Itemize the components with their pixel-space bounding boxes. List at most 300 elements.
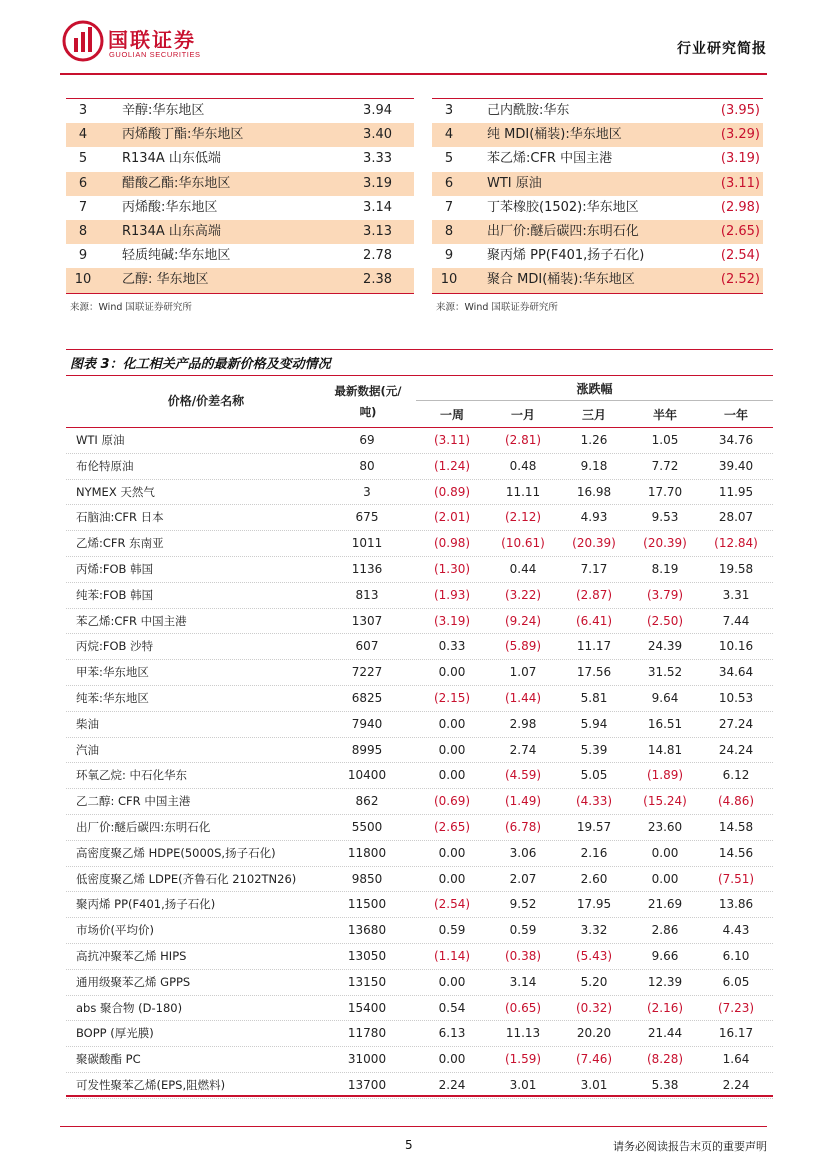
change-value: (0.89): [433, 484, 471, 499]
change-value: (1.14): [433, 949, 471, 963]
rank-product-name: 丙烯酸丁酯:华东地区: [122, 127, 244, 143]
header-period: 一年: [723, 408, 748, 422]
logo-mark-icon: [62, 20, 104, 62]
change-value: 17.70: [647, 484, 683, 499]
change-value: 0.00: [438, 768, 466, 783]
change-value: 31.52: [647, 665, 683, 680]
product-name: 通用级聚苯乙烯 GPPS: [76, 974, 191, 989]
table-row: [66, 944, 773, 970]
rank-product-name: 聚合 MDI(桶装):华东地区: [487, 272, 635, 288]
change-value: (3.79): [646, 587, 684, 602]
product-name: abs 聚合物 (D-180): [76, 1000, 183, 1015]
change-value: 7.72: [651, 458, 679, 473]
table-row: [66, 660, 773, 686]
product-name: 丙烯:FOB 韩国: [76, 562, 154, 576]
change-value: 5.39: [580, 742, 608, 757]
rank-row: [66, 99, 414, 123]
change-value: 9.53: [651, 510, 679, 525]
figure-title: 图表 3：化工相关产品的最新价格及变动情况: [70, 357, 331, 372]
rank-change-value: (3.29): [720, 127, 760, 143]
change-value: 0.54: [438, 1000, 466, 1015]
source-note-right: 来源：Wind 国联证券研究所: [436, 302, 558, 313]
change-value: (0.69): [433, 794, 471, 809]
change-value: (10.61): [501, 536, 545, 551]
table-row: [66, 634, 773, 660]
top-gainers-table: [66, 98, 414, 294]
rank-change-value: 3.40: [363, 127, 392, 143]
rank-number: 3: [78, 103, 88, 118]
change-value: 34.76: [718, 433, 754, 447]
change-value: 6.12: [722, 768, 750, 783]
latest-price: 1011: [351, 536, 383, 551]
latest-price: 11780: [347, 1026, 387, 1041]
latest-price: 9850: [351, 871, 383, 886]
rank-number: 6: [444, 175, 454, 191]
rank-change-value: (2.65): [720, 223, 760, 239]
change-value: 19.57: [576, 820, 612, 834]
change-value: 0.00: [438, 716, 466, 731]
table-row: [66, 454, 773, 480]
change-value: 28.07: [718, 510, 754, 525]
change-value: (2.16): [646, 1000, 684, 1015]
change-value: 39.40: [718, 458, 754, 473]
change-value: 6.13: [438, 1026, 466, 1041]
latest-price: 10400: [347, 768, 387, 783]
latest-price: 1136: [351, 562, 383, 576]
change-value: 0.00: [438, 871, 466, 886]
rank-change-value: 3.13: [363, 223, 392, 239]
change-value: 0.00: [438, 974, 466, 989]
change-value: 2.86: [651, 923, 679, 938]
change-value: (5.43): [575, 949, 613, 963]
table-row: [66, 1021, 773, 1047]
latest-price: 8995: [351, 742, 383, 757]
rank-row: [66, 268, 414, 292]
change-value: 16.51: [647, 716, 683, 731]
rank-product-name: 丙烯酸:华东地区: [122, 199, 218, 215]
table-row: [66, 815, 773, 841]
rank-row: [432, 99, 763, 123]
product-name: 石脑油:CFR 日本: [76, 510, 164, 525]
table-row: [66, 480, 773, 506]
table-row: [66, 686, 773, 712]
header-period: 一周: [439, 408, 464, 422]
source-note-left: 来源：Wind 国联证券研究所: [70, 302, 192, 313]
rank-product-name: 出厂价:醚后碳四:东明石化: [487, 223, 639, 239]
latest-price: 5500: [351, 820, 383, 834]
product-name: NYMEX 天然气: [76, 484, 155, 499]
table-row: [66, 970, 773, 996]
table-row: [66, 738, 773, 764]
change-value: (4.86): [717, 794, 755, 809]
latest-price: 13150: [347, 974, 387, 989]
change-value: (5.89): [504, 639, 542, 654]
rank-number: 5: [78, 151, 88, 167]
change-value: 27.24: [718, 716, 754, 731]
latest-price: 6825: [351, 691, 383, 705]
product-name: 聚碳酸酯 PC: [76, 1052, 141, 1067]
product-name: 纯苯:华东地区: [76, 691, 149, 705]
change-value: 17.56: [576, 665, 612, 680]
latest-price: 13050: [347, 949, 387, 963]
rank-row: [432, 147, 763, 171]
change-value: 11.17: [576, 639, 612, 654]
change-value: 24.24: [718, 742, 754, 757]
rank-change-value: 2.38: [363, 272, 392, 288]
change-value: (0.98): [433, 536, 471, 551]
change-value: (3.19): [433, 613, 471, 628]
change-value: 0.00: [651, 871, 679, 886]
latest-price: 813: [355, 587, 379, 602]
change-value: 1.26: [580, 433, 608, 447]
header-period: 半年: [652, 408, 677, 422]
change-value: (8.28): [646, 1052, 684, 1067]
rank-number: 3: [444, 103, 454, 118]
change-value: (7.51): [717, 871, 755, 886]
rank-row: [432, 123, 763, 147]
product-name: 苯乙烯:CFR 中国主港: [76, 613, 187, 628]
change-value: (1.59): [504, 1052, 542, 1067]
change-value: 9.18: [580, 458, 608, 473]
table-row: [66, 428, 773, 454]
change-value: (4.59): [504, 768, 542, 783]
change-value: 16.98: [576, 484, 612, 499]
change-value: 5.38: [651, 1078, 679, 1092]
table-row: [66, 918, 773, 944]
table-header: [66, 376, 773, 427]
rank-row: [66, 147, 414, 171]
rank-change-value: (3.11): [720, 175, 760, 191]
change-value: 21.69: [647, 897, 683, 912]
change-value: 2.98: [509, 716, 537, 731]
rank-row: [66, 172, 414, 196]
product-name: 甲苯:华东地区: [76, 665, 149, 680]
logo-chinese-name: 国联证券: [108, 28, 196, 52]
product-name: 聚丙烯 PP(F401,扬子石化): [76, 897, 216, 912]
top-losers-table: [432, 98, 763, 294]
change-value: 24.39: [647, 639, 683, 654]
rank-row: [432, 268, 763, 292]
change-value: (0.32): [575, 1000, 613, 1015]
rank-row: [66, 220, 414, 244]
latest-price: 15400: [347, 1000, 387, 1015]
change-value: (9.24): [504, 613, 542, 628]
rank-change-value: 3.94: [363, 103, 392, 118]
rank-number: 10: [440, 272, 458, 288]
rank-row: [432, 172, 763, 196]
product-name: 乙烯:CFR 东南亚: [76, 536, 164, 551]
change-value: (6.78): [504, 820, 542, 834]
change-value: 0.00: [651, 845, 679, 860]
table-row: [66, 996, 773, 1022]
change-value: (1.49): [504, 794, 542, 809]
table-row: [66, 841, 773, 867]
rank-product-name: 聚丙烯 PP(F401,扬子石化): [487, 248, 645, 264]
rank-number: 4: [78, 127, 88, 143]
change-value: (12.84): [714, 536, 758, 551]
change-value: 2.16: [580, 845, 608, 860]
rank-change-value: 3.33: [363, 151, 392, 167]
change-value: 2.24: [722, 1078, 750, 1092]
change-value: 5.05: [580, 768, 608, 783]
change-value: (4.33): [575, 794, 613, 809]
latest-price: 1307: [351, 613, 383, 628]
change-value: 0.44: [509, 562, 537, 576]
rank-number: 6: [78, 175, 88, 191]
table-row: [66, 789, 773, 815]
change-value: 12.39: [647, 974, 683, 989]
logo-english-name: GUOLIAN SECURITIES: [109, 50, 201, 59]
change-value: 3.06: [509, 845, 537, 860]
product-name: 柴油: [76, 716, 99, 731]
rank-number: 10: [74, 272, 92, 288]
change-value: (2.87): [575, 587, 613, 602]
header-latest-line2: 吨): [359, 405, 377, 419]
latest-price: 69: [359, 433, 375, 447]
change-value: 3.01: [580, 1078, 608, 1092]
rank-number: 5: [444, 151, 454, 167]
rank-change-value: 3.14: [363, 199, 392, 215]
change-value: (1.93): [433, 587, 471, 602]
latest-price: 11800: [347, 845, 387, 860]
change-value: 1.05: [651, 433, 679, 447]
rank-product-name: R134A 山东低端: [122, 151, 221, 167]
header-divider: [60, 73, 767, 75]
header-subline: [416, 400, 773, 401]
change-value: 21.44: [647, 1026, 683, 1041]
rank-product-name: 丁苯橡胶(1502):华东地区: [487, 199, 639, 215]
change-value: 0.33: [438, 639, 466, 654]
product-name: 丙烷:FOB 沙特: [76, 639, 154, 654]
change-value: 5.81: [580, 691, 608, 705]
rank-product-name: R134A 山东高端: [122, 223, 221, 239]
product-name: 纯苯:FOB 韩国: [76, 587, 154, 602]
header-change: 涨跌幅: [576, 382, 613, 396]
change-value: (2.50): [646, 613, 684, 628]
change-value: (2.54): [433, 897, 471, 912]
header-latest: [328, 381, 408, 423]
change-value: 20.20: [576, 1026, 612, 1041]
change-value: 6.10: [722, 949, 750, 963]
header-period: 一月: [510, 408, 535, 422]
change-value: 0.48: [509, 458, 537, 473]
change-value: 0.59: [438, 923, 466, 938]
table-row: [66, 557, 773, 583]
rank-row: [66, 244, 414, 268]
change-value: 9.64: [651, 691, 679, 705]
change-value: (2.01): [433, 510, 471, 525]
rank-number: 7: [78, 199, 88, 215]
latest-price: 862: [355, 794, 379, 809]
change-value: 5.20: [580, 974, 608, 989]
rank-number: 7: [444, 199, 454, 215]
latest-price: 31000: [347, 1052, 387, 1067]
change-value: 13.86: [718, 897, 754, 912]
rank-change-value: (2.52): [720, 272, 760, 288]
latest-price: 80: [359, 458, 375, 473]
change-value: 16.17: [718, 1026, 754, 1041]
latest-price: 3: [363, 484, 371, 499]
rank-row: [432, 196, 763, 220]
product-name: BOPP (厚光膜): [76, 1026, 154, 1041]
figure-divider-top: [66, 349, 773, 350]
change-value: 0.00: [438, 845, 466, 860]
product-name: 汽油: [76, 742, 99, 757]
change-value: 4.93: [580, 510, 608, 525]
change-value: 7.17: [580, 562, 608, 576]
change-value: 14.58: [718, 820, 754, 834]
change-value: (1.30): [433, 562, 471, 576]
change-value: 14.56: [718, 845, 754, 860]
change-value: (0.38): [504, 949, 542, 963]
change-value: (20.39): [572, 536, 616, 551]
rank-product-name: 乙醇: 华东地区: [122, 272, 209, 288]
change-value: 0.00: [438, 1052, 466, 1067]
product-name: 出厂价:醚后碳四:东明石化: [76, 820, 211, 834]
change-value: (0.65): [504, 1000, 542, 1015]
change-value: (2.65): [433, 820, 471, 834]
latest-price: 675: [355, 510, 379, 525]
change-value: 11.95: [718, 484, 754, 499]
change-value: 19.58: [718, 562, 754, 576]
change-value: (20.39): [643, 536, 687, 551]
rank-row: [432, 220, 763, 244]
rank-product-name: 醋酸乙酯:华东地区: [122, 175, 231, 191]
latest-price: 7227: [351, 665, 383, 680]
latest-price: 7940: [351, 716, 383, 731]
table-bottom-rule: [66, 1095, 773, 1097]
product-name: 乙二醇: CFR 中国主港: [76, 794, 191, 809]
change-value: 9.52: [509, 897, 537, 912]
change-value: 0.59: [509, 923, 537, 938]
change-value: (3.11): [433, 433, 471, 447]
table-row: [66, 712, 773, 738]
change-value: (2.81): [504, 433, 542, 447]
change-value: 10.53: [718, 691, 754, 705]
rank-change-value: 2.78: [363, 248, 392, 264]
header-name: 价格/价差名称: [167, 394, 245, 408]
company-logo: [62, 20, 252, 66]
rank-number: 8: [444, 223, 454, 239]
latest-price: 13700: [347, 1078, 387, 1092]
change-value: (7.23): [717, 1000, 755, 1015]
change-value: 3.31: [722, 587, 750, 602]
change-value: 2.07: [509, 871, 537, 886]
change-value: (1.24): [433, 458, 471, 473]
page-header: [60, 18, 767, 68]
rank-product-name: 纯 MDI(桶装):华东地区: [487, 127, 622, 143]
change-value: (2.12): [504, 510, 542, 525]
change-value: 3.01: [509, 1078, 537, 1092]
page-number: 5: [405, 1138, 413, 1152]
rank-change-value: (3.95): [720, 103, 760, 118]
product-name: WTI 原油: [76, 433, 125, 447]
change-value: 1.64: [722, 1052, 750, 1067]
rank-row: [432, 244, 763, 268]
change-value: 9.66: [651, 949, 679, 963]
rank-product-name: 苯乙烯:CFR 中国主港: [487, 151, 613, 167]
change-value: (6.41): [575, 613, 613, 628]
latest-price: 11500: [347, 897, 387, 912]
product-name: 市场价(平均价): [76, 923, 154, 938]
change-value: 2.24: [438, 1078, 466, 1092]
change-value: 23.60: [647, 820, 683, 834]
rank-product-name: 轻质纯碱:华东地区: [122, 248, 231, 264]
change-value: 3.14: [509, 974, 537, 989]
change-value: 1.07: [509, 665, 537, 680]
change-value: 7.44: [722, 613, 750, 628]
product-name: 可发性聚苯乙烯(EPS,阻燃料): [76, 1078, 226, 1092]
change-value: 5.94: [580, 716, 608, 731]
table-row: [66, 763, 773, 789]
latest-price: 13680: [347, 923, 387, 938]
change-value: 0.00: [438, 742, 466, 757]
product-name: 布伦特原油: [76, 458, 134, 473]
disclaimer: 请务必阅读报告末页的重要声明: [613, 1140, 767, 1153]
header-period: 三月: [581, 408, 606, 422]
rank-row: [66, 196, 414, 220]
latest-price: 607: [355, 639, 379, 654]
change-value: 34.64: [718, 665, 754, 680]
rank-change-value: (2.98): [720, 199, 760, 215]
product-name: 环氧乙烷: 中石化华东: [76, 768, 188, 783]
footer-divider: [60, 1126, 767, 1127]
change-value: 3.32: [580, 923, 608, 938]
change-value: (2.15): [433, 691, 471, 705]
table-row: [66, 583, 773, 609]
document-type: 行业研究简报: [677, 41, 767, 57]
change-value: (3.22): [504, 587, 542, 602]
rank-number: 8: [78, 223, 88, 239]
change-value: 4.43: [722, 923, 750, 938]
change-value: (7.46): [575, 1052, 613, 1067]
change-value: 11.11: [505, 484, 541, 499]
rank-product-name: 辛醇:华东地区: [122, 103, 205, 118]
product-name: 高密度聚乙烯 HDPE(5000S,扬子石化): [76, 845, 276, 860]
rank-number: 9: [444, 248, 454, 264]
change-value: (15.24): [643, 794, 687, 809]
table-row: [66, 1047, 773, 1073]
change-value: 8.19: [651, 562, 679, 576]
change-value: 2.60: [580, 871, 608, 886]
change-value: 17.95: [576, 897, 612, 912]
rank-number: 4: [444, 127, 454, 143]
table-row: [66, 867, 773, 893]
change-value: 2.74: [509, 742, 537, 757]
change-value: 11.13: [505, 1026, 541, 1041]
product-name: 高抗冲聚苯乙烯 HIPS: [76, 949, 187, 963]
change-value: 10.16: [718, 639, 754, 654]
change-value: (1.44): [504, 691, 542, 705]
rank-change-value: (3.19): [720, 151, 760, 167]
rank-number: 9: [78, 248, 88, 264]
product-name: 低密度聚乙烯 LDPE(齐鲁石化 2102TN26): [76, 871, 297, 886]
change-value: 14.81: [647, 742, 683, 757]
change-value: (1.89): [646, 768, 684, 783]
rank-product-name: 己内酰胺:华东: [487, 103, 570, 118]
table-row: [66, 531, 773, 557]
change-value: 6.05: [722, 974, 750, 989]
table-row: [66, 892, 773, 918]
table-row: [66, 609, 773, 635]
table-row: [66, 505, 773, 531]
change-value: 0.00: [438, 665, 466, 680]
rank-product-name: WTI 原油: [487, 175, 542, 191]
header-latest-line1: 最新数据(元/: [334, 384, 402, 398]
rank-change-value: (2.54): [720, 248, 760, 264]
rank-row: [66, 123, 414, 147]
rank-change-value: 3.19: [363, 175, 392, 191]
